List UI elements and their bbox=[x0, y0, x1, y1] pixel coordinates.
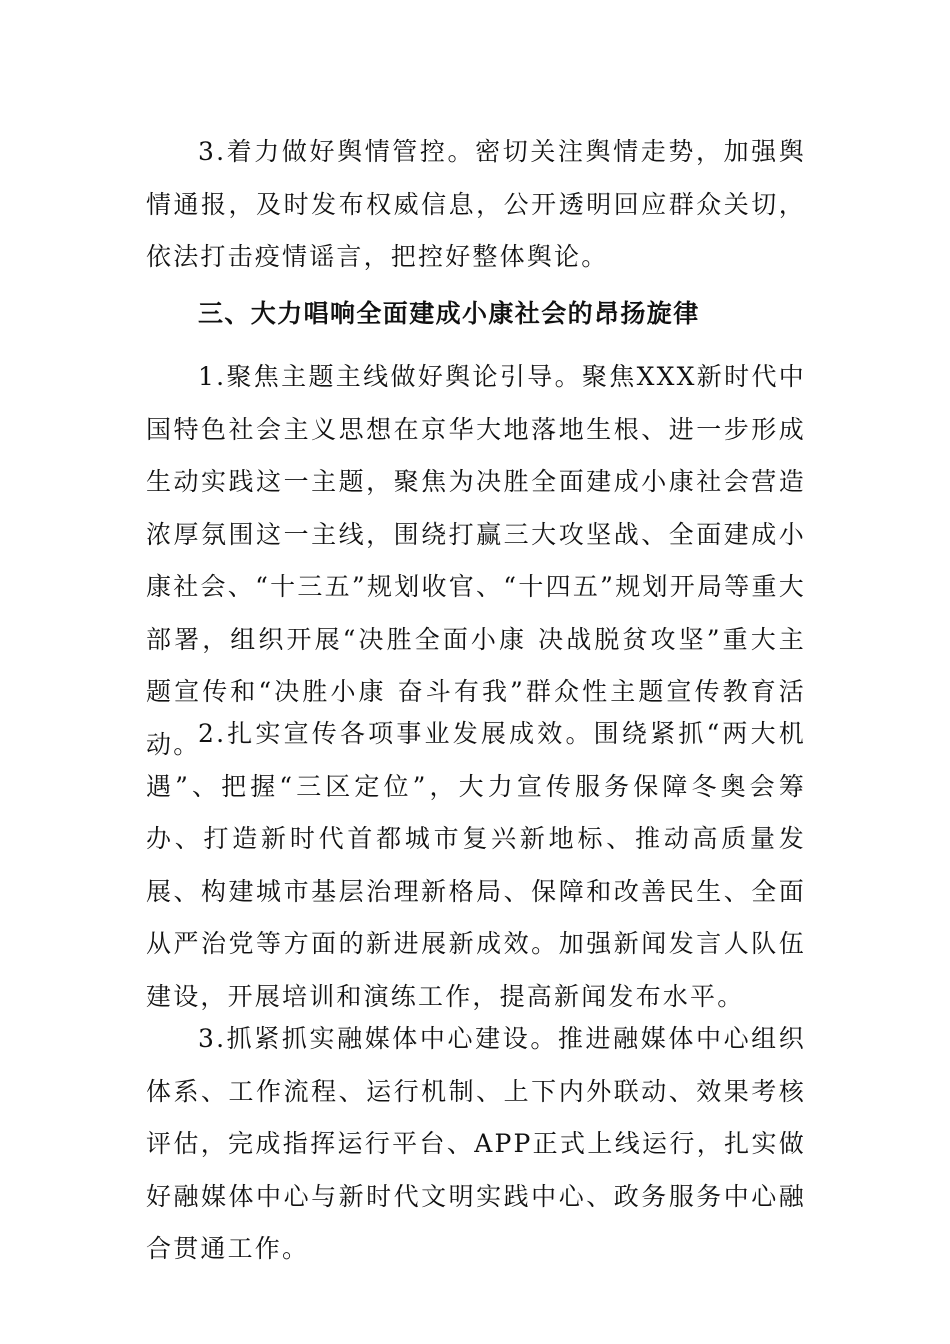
paragraph-public-opinion-control: 3.着力做好舆情管控。密切关注舆情走势，加强舆情通报，及时发布权威信息，公开透明回应群众关切，依法打击疫情谣言，把控好整体舆论。 bbox=[146, 137, 806, 271]
paragraph-public-opinion-guidance: 1.聚焦主题主线做好舆论引导。聚焦XXX新时代中国特色社会主义思想在京华大地落地生根、进一步形成生动实践这一主题，聚焦为决胜全面建成小康社会营造浓厚氛围这一主线，围绕打赢三大攻坚战、全面建成小康社会、“十三五”规划收官、“十四五”规划开局等重大部署，组织开展“决胜全面小康 决战脱贫攻坚”重大主题宣传和“决胜小康 奋斗有我”群众性主题宣传教育活动。 bbox=[146, 362, 806, 759]
paragraph-development-achievements: 2.扎实宣传各项事业发展成效。围绕紧抓“两大机遇”、把握“三区定位”，大力宣传服务保障冬奥会筹办、打造新时代首都城市复兴新地标、推动高质量发展、构建城市基层治理新格局、保障和改善民生、全面从严治党等方面的新进展新成效。加强新闻发言人队伍建设，开展培训和演练工作，提高新闻发布水平。 bbox=[146, 719, 806, 1011]
paragraph-media-center-construction: 3.抓紧抓实融媒体中心建设。推进融媒体中心组织体系、工作流程、运行机制、上下内外联动、效果考核评估，完成指挥运行平台、APP正式上线运行，扎实做好融媒体中心与新时代文明实践中心、政务服务中心融合贯通工作。 bbox=[146, 1024, 806, 1263]
section-heading-three: 三、大力唱响全面建成小康社会的昂扬旋律 bbox=[198, 299, 700, 328]
